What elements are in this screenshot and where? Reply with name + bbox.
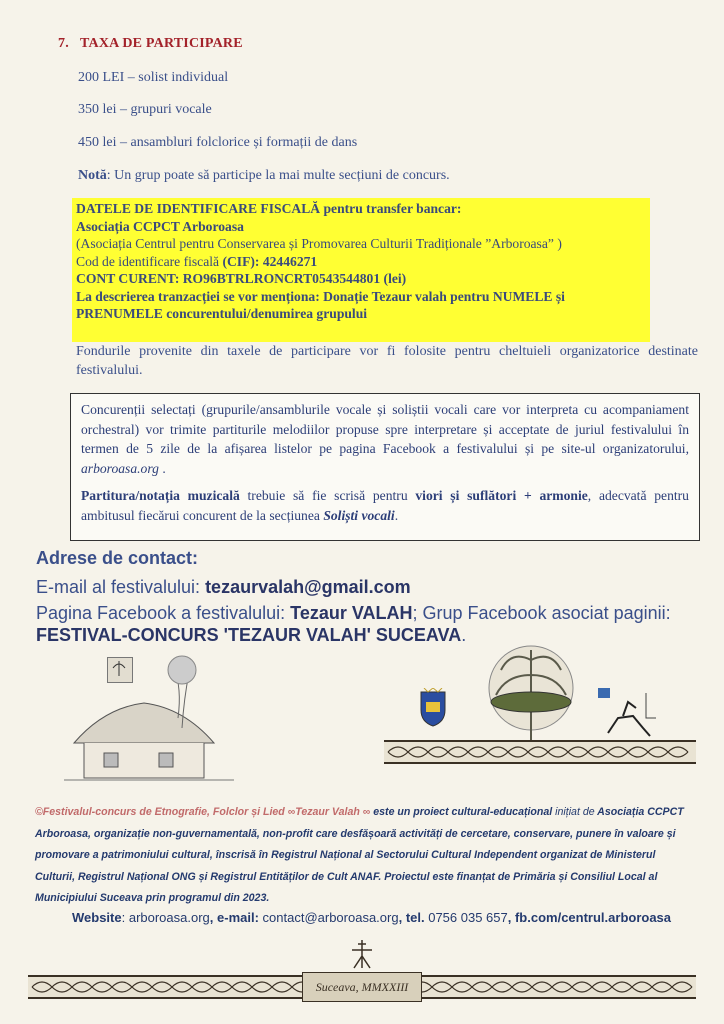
funds-text: Fondurile provenite din taxele de participare vor fi folosite pentru cheltuieli organizatorice destinate festivalului. (76, 344, 698, 378)
footer-text-2: Asociația CCPCT Arboroasa, organizație non-guvernamentală, non-profit care desfășoară activități de cercetare, conservare, punere în valoare și promovare a patrimoniului cultural, înscrisă în Registrul Național al Sectorului Cultural Independent organizat de Ministerul Culturii, Registrul Național ONG și Registrul Entităților de Cult ANAF. Proiectul este finanțat de Primăria și Consiliul Local al Municipiului Suceava prin programul din 2023. (35, 806, 684, 904)
section-title (58, 36, 243, 52)
footer-description (35, 802, 695, 910)
scores-p1-end: . (158, 460, 166, 476)
scores-p2-bold2: viori și suflători + armonie (415, 488, 588, 503)
contact-email-link[interactable]: contact@arboroasa.org (262, 910, 399, 925)
fiscal-cif (76, 253, 646, 271)
scores-p2-mid2: , adecvată pentru ambitusul fiecărui concurent de la secțiunea (81, 488, 689, 523)
scores-p2-mid1: trebuie să fie scrisă pentru (239, 488, 416, 503)
email-label: E-mail al festivalului: (36, 577, 206, 597)
fiscal-mention-2: PRENUMELE concurentului/denumirea grupului (76, 306, 368, 321)
suceava-cartouche: Suceava, MMXXIII (302, 972, 422, 1002)
footer-text-1b: inițiat de (555, 806, 595, 818)
suceava-rider-logo (598, 688, 660, 738)
phone-number[interactable]: 0756 035 657 (428, 910, 508, 925)
footer-copyright: ©Festivalul-concurs de Etnografie, Folclor și Lied ∞Tezaur Valah ∞ (35, 806, 371, 818)
organizer-site-link[interactable]: arboroasa.org (81, 460, 159, 476)
festival-email-link[interactable]: tezaurvalah@gmail.com (205, 577, 411, 597)
website-line (72, 910, 671, 925)
scores-paragraph-2 (81, 486, 689, 525)
dancer-figure-icon (344, 938, 380, 970)
scores-p2-bold1: Partitura/notația muzicală (81, 488, 240, 503)
note-text: : Un grup poate să participe la mai multe secțiuni de concurs. (106, 168, 450, 183)
facebook-group-link[interactable]: FESTIVAL-CONCURS 'TEZAUR VALAH' SUCEAVA (36, 625, 462, 645)
suceava-coat-of-arms-icon (418, 688, 448, 728)
scores-p1-text: Concurenții selectați (grupurile/ansamblurile vocale și soliștii vocali care vor interpreta cu acompaniament orchestral) vor trimite partiturile melodiilor propuse spre interpretare și acceptate de juriul festivalului în termen de 5 zile de la afișarea listelor pe pagina Facebook a festivalului și pe site-ul organizatorului, (81, 402, 689, 456)
tel-label: , tel. (398, 910, 429, 925)
fiscal-heading: DATELE DE IDENTIFICARE FISCALĂ pentru transfer bancar: (76, 201, 462, 216)
scores-p2-end: . (394, 507, 399, 523)
fiscal-account: CONT CURENT: RO96BTRLRONCRT0543544801 (lei) (76, 271, 407, 286)
scores-p2-bold3: Soliști vocali (323, 507, 395, 523)
cif-label: Cod de identificare fiscală (76, 253, 220, 269)
note (78, 168, 450, 184)
fiscal-mention-1: La descrierea tranzacției se vor menționa: Donație Tezaur valah pentru NUMELE și (76, 288, 565, 304)
scores-paragraph-1 (81, 400, 689, 478)
section-title-text: TAXA DE PARTICIPARE (80, 36, 243, 51)
contact-email-line (36, 576, 411, 598)
facebook-link[interactable]: , fb.com/centrul.arboroasa (507, 910, 672, 925)
note-label: Notă (78, 168, 107, 183)
cif-value: (CIF): 42446271 (222, 253, 318, 269)
fiscal-association-full: (Asociația Centrul pentru Conservarea și Promovarea Culturii Tradiționale ”Arboroasa” ) (76, 236, 562, 251)
website-label: Website (72, 910, 122, 925)
arboroasa-logo-mark (108, 658, 130, 680)
fiscal-association: Asociația CCPCT Arboroasa (76, 218, 244, 234)
fb-group-label: ; Grup Facebook asociat paginii: (412, 603, 671, 623)
fb-label: Pagina Facebook a festivalului: (36, 603, 291, 623)
arboroasa-logo (107, 657, 133, 683)
traditional-house-illustration (64, 648, 234, 788)
website-link[interactable]: : arboroasa.org (121, 910, 210, 925)
fb-end: . (461, 625, 467, 645)
contact-facebook-line (36, 602, 696, 646)
fee-grupuri: 350 lei – grupuri vocale (78, 102, 212, 117)
fee-ansambluri: 450 lei – ansambluri folclorice și formații de dans (78, 135, 358, 150)
facebook-page-link[interactable]: Tezaur VALAH (290, 603, 413, 623)
ornamental-band-top (384, 740, 696, 764)
section-number: 7. (58, 36, 69, 51)
contact-title: Adrese de contact: (36, 548, 199, 568)
ornament-pattern-top (384, 742, 696, 762)
scores-info-box (70, 393, 700, 541)
fiscal-info-box (72, 198, 650, 342)
email-label-footer: , e-mail: (209, 910, 263, 925)
fee-solist: 200 LEI – solist individual (78, 70, 229, 85)
footer-text-1: este un proiect cultural-educațional (370, 806, 556, 818)
